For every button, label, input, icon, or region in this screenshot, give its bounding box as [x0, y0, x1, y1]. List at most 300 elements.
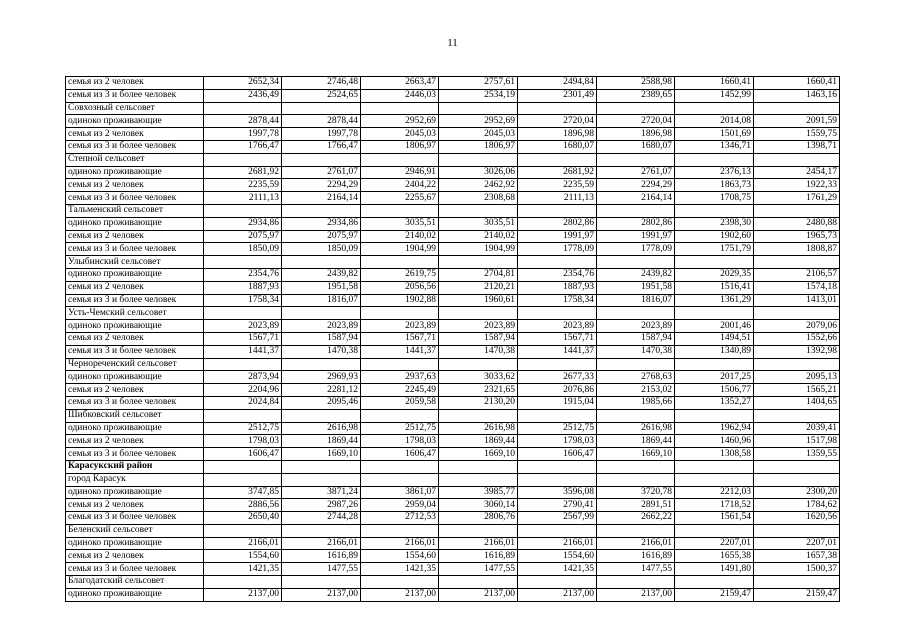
value-cell: 2512,75 — [361, 422, 439, 435]
table-row — [66, 268, 840, 281]
value-cell: 2137,00 — [282, 588, 361, 601]
value-cell: 1997,78 — [204, 128, 282, 141]
value-cell — [204, 358, 282, 371]
value-cell: 2164,14 — [282, 192, 361, 205]
table-row — [66, 140, 840, 153]
value-cell: 2166,01 — [439, 537, 518, 550]
value-cell: 2045,03 — [361, 128, 439, 141]
row-label: семья из 2 человек — [66, 550, 204, 563]
value-cell — [439, 153, 518, 166]
value-cell: 2164,14 — [597, 192, 675, 205]
value-cell: 1441,37 — [204, 345, 282, 358]
table-row — [66, 243, 840, 256]
value-cell: 2934,86 — [282, 217, 361, 230]
value-cell — [597, 307, 675, 320]
value-cell: 1491,80 — [675, 563, 754, 576]
value-cell: 2255,67 — [361, 192, 439, 205]
value-cell — [439, 256, 518, 269]
value-cell — [204, 524, 282, 537]
value-cell — [204, 102, 282, 115]
value-cell: 2023,89 — [282, 320, 361, 333]
value-cell: 2204,96 — [204, 384, 282, 397]
section-header-row — [66, 358, 840, 371]
value-cell: 1421,35 — [361, 563, 439, 576]
value-cell — [282, 524, 361, 537]
value-cell: 2076,86 — [518, 384, 597, 397]
row-label: семья из 2 человек — [66, 384, 204, 397]
value-cell — [518, 358, 597, 371]
value-cell: 2389,65 — [597, 89, 675, 102]
section-name: Совхозный сельсовет — [66, 102, 204, 115]
value-cell: 2166,01 — [204, 537, 282, 550]
value-cell: 1516,41 — [675, 281, 754, 294]
value-cell: 2761,07 — [282, 166, 361, 179]
value-cell — [675, 256, 754, 269]
value-cell: 1869,44 — [282, 435, 361, 448]
value-cell: 2494,84 — [518, 77, 597, 90]
value-cell: 2480,88 — [754, 217, 840, 230]
value-cell: 3035,51 — [439, 217, 518, 230]
value-cell: 1816,07 — [282, 294, 361, 307]
value-cell: 1758,34 — [204, 294, 282, 307]
value-cell: 1657,38 — [754, 550, 840, 563]
row-label: одиноко проживающие — [66, 486, 204, 499]
value-cell: 1669,10 — [439, 448, 518, 461]
value-cell: 2524,65 — [282, 89, 361, 102]
value-cell: 1798,03 — [361, 435, 439, 448]
row-label: одиноко проживающие — [66, 537, 204, 550]
value-cell — [597, 102, 675, 115]
value-cell: 2454,17 — [754, 166, 840, 179]
section-header-row — [66, 576, 840, 589]
value-cell: 1808,87 — [754, 243, 840, 256]
value-cell: 1346,71 — [675, 140, 754, 153]
value-cell: 1606,47 — [518, 448, 597, 461]
value-cell: 1340,89 — [675, 345, 754, 358]
table-row — [66, 448, 840, 461]
value-cell: 2619,75 — [361, 268, 439, 281]
value-cell: 1620,56 — [754, 512, 840, 525]
value-cell — [754, 460, 840, 473]
value-cell — [439, 524, 518, 537]
row-label: семья из 2 человек — [66, 435, 204, 448]
value-cell: 2952,69 — [439, 115, 518, 128]
table-row — [66, 588, 840, 601]
value-cell: 1863,73 — [675, 179, 754, 192]
value-cell: 1896,98 — [597, 128, 675, 141]
value-cell: 3596,08 — [518, 486, 597, 499]
section-header-row — [66, 204, 840, 217]
row-label: семья из 2 человек — [66, 332, 204, 345]
value-cell: 1766,47 — [282, 140, 361, 153]
table-row — [66, 371, 840, 384]
value-cell: 2075,97 — [282, 230, 361, 243]
value-cell — [282, 102, 361, 115]
value-cell: 1606,47 — [204, 448, 282, 461]
value-cell: 1441,37 — [518, 345, 597, 358]
value-cell — [754, 409, 840, 422]
value-cell: 1308,58 — [675, 448, 754, 461]
value-cell — [282, 307, 361, 320]
value-cell — [204, 256, 282, 269]
value-cell: 3720,78 — [597, 486, 675, 499]
value-cell: 2720,04 — [597, 115, 675, 128]
value-cell: 2354,76 — [518, 268, 597, 281]
value-cell — [361, 473, 439, 486]
row-label: одиноко проживающие — [66, 371, 204, 384]
value-cell: 1470,38 — [439, 345, 518, 358]
section-name: Беленский сельсовет — [66, 524, 204, 537]
value-cell: 2681,92 — [518, 166, 597, 179]
value-cell: 2681,92 — [204, 166, 282, 179]
value-cell: 1477,55 — [439, 563, 518, 576]
row-label: семья из 2 человек — [66, 281, 204, 294]
table-row — [66, 550, 840, 563]
value-cell: 2567,99 — [518, 512, 597, 525]
value-cell: 3871,24 — [282, 486, 361, 499]
value-cell: 2045,03 — [439, 128, 518, 141]
value-cell: 1869,44 — [439, 435, 518, 448]
value-cell: 1616,89 — [439, 550, 518, 563]
value-cell: 2436,49 — [204, 89, 282, 102]
value-cell — [518, 256, 597, 269]
value-cell — [361, 358, 439, 371]
value-cell: 2075,97 — [204, 230, 282, 243]
value-cell — [204, 576, 282, 589]
value-cell: 3060,14 — [439, 499, 518, 512]
value-cell: 1452,99 — [675, 89, 754, 102]
value-cell: 2376,13 — [675, 166, 754, 179]
value-cell: 1567,71 — [518, 332, 597, 345]
value-cell: 2616,98 — [282, 422, 361, 435]
value-cell: 1470,38 — [597, 345, 675, 358]
value-cell — [675, 102, 754, 115]
value-cell: 1669,10 — [282, 448, 361, 461]
value-cell: 1915,04 — [518, 396, 597, 409]
value-cell: 2462,92 — [439, 179, 518, 192]
value-cell: 2137,00 — [518, 588, 597, 601]
value-cell — [282, 576, 361, 589]
value-cell: 1616,89 — [597, 550, 675, 563]
row-label: семья из 3 и более человек — [66, 192, 204, 205]
tariff-table — [65, 76, 840, 602]
value-cell: 2321,65 — [439, 384, 518, 397]
row-label: одиноко проживающие — [66, 422, 204, 435]
value-cell: 3747,85 — [204, 486, 282, 499]
value-cell — [204, 307, 282, 320]
value-cell — [439, 409, 518, 422]
value-cell: 2294,29 — [282, 179, 361, 192]
value-cell: 1421,35 — [518, 563, 597, 576]
value-cell: 2137,00 — [597, 588, 675, 601]
value-cell: 2937,63 — [361, 371, 439, 384]
value-cell: 2662,22 — [597, 512, 675, 525]
section-header-row — [66, 153, 840, 166]
value-cell — [597, 576, 675, 589]
value-cell: 2987,26 — [282, 499, 361, 512]
value-cell: 2159,47 — [754, 588, 840, 601]
value-cell: 2878,44 — [204, 115, 282, 128]
value-cell: 1352,27 — [675, 396, 754, 409]
section-header-row — [66, 409, 840, 422]
value-cell: 2398,30 — [675, 217, 754, 230]
value-cell: 2111,13 — [518, 192, 597, 205]
value-cell: 2720,04 — [518, 115, 597, 128]
table-row — [66, 294, 840, 307]
value-cell: 1361,29 — [675, 294, 754, 307]
value-cell: 1850,09 — [282, 243, 361, 256]
value-cell: 1660,41 — [754, 77, 840, 90]
value-cell — [361, 524, 439, 537]
value-cell — [439, 358, 518, 371]
value-cell — [518, 409, 597, 422]
value-cell: 2024,84 — [204, 396, 282, 409]
value-cell: 1798,03 — [204, 435, 282, 448]
value-cell — [675, 524, 754, 537]
value-cell: 1655,38 — [675, 550, 754, 563]
row-label: одиноко проживающие — [66, 588, 204, 601]
value-cell: 1778,09 — [597, 243, 675, 256]
value-cell: 1574,18 — [754, 281, 840, 294]
value-cell: 2130,20 — [439, 396, 518, 409]
value-cell — [597, 409, 675, 422]
row-label: одиноко проживающие — [66, 115, 204, 128]
table-row — [66, 230, 840, 243]
value-cell: 2159,47 — [675, 588, 754, 601]
value-cell: 2079,06 — [754, 320, 840, 333]
value-cell: 2091,59 — [754, 115, 840, 128]
value-cell: 2059,58 — [361, 396, 439, 409]
value-cell: 2235,59 — [518, 179, 597, 192]
value-cell: 2878,44 — [282, 115, 361, 128]
value-cell: 2308,68 — [439, 192, 518, 205]
value-cell: 2120,21 — [439, 281, 518, 294]
value-cell — [675, 307, 754, 320]
value-cell: 2891,51 — [597, 499, 675, 512]
section-header-row — [66, 256, 840, 269]
row-label: семья из 2 человек — [66, 77, 204, 90]
value-cell — [675, 153, 754, 166]
value-cell: 2017,25 — [675, 371, 754, 384]
value-cell: 1587,94 — [597, 332, 675, 345]
value-cell — [439, 473, 518, 486]
value-cell — [204, 153, 282, 166]
table-row — [66, 563, 840, 576]
value-cell: 2886,56 — [204, 499, 282, 512]
value-cell — [439, 307, 518, 320]
value-cell: 1985,66 — [597, 396, 675, 409]
section-header-row — [66, 524, 840, 537]
value-cell: 2235,59 — [204, 179, 282, 192]
value-cell: 1606,47 — [361, 448, 439, 461]
value-cell: 1869,44 — [597, 435, 675, 448]
table-row — [66, 512, 840, 525]
value-cell: 1766,47 — [204, 140, 282, 153]
table-row — [66, 128, 840, 141]
value-cell: 1441,37 — [361, 345, 439, 358]
value-cell: 2806,76 — [439, 512, 518, 525]
value-cell: 2768,63 — [597, 371, 675, 384]
value-cell: 2934,86 — [204, 217, 282, 230]
value-cell: 2137,00 — [439, 588, 518, 601]
value-cell: 1413,01 — [754, 294, 840, 307]
section-name: Улыбинский сельсовет — [66, 256, 204, 269]
value-cell — [361, 102, 439, 115]
district-name: Карасукский район — [66, 460, 204, 473]
row-label: семья из 3 и более человек — [66, 563, 204, 576]
row-label: семья из 3 и более человек — [66, 512, 204, 525]
row-label: одиноко проживающие — [66, 217, 204, 230]
value-cell — [518, 307, 597, 320]
value-cell — [597, 153, 675, 166]
row-label: семья из 3 и более человек — [66, 89, 204, 102]
value-cell: 2023,89 — [597, 320, 675, 333]
value-cell — [361, 460, 439, 473]
value-cell: 1784,62 — [754, 499, 840, 512]
value-cell — [754, 358, 840, 371]
value-cell: 2588,98 — [597, 77, 675, 90]
value-cell: 2166,01 — [361, 537, 439, 550]
value-cell — [754, 307, 840, 320]
value-cell: 3985,77 — [439, 486, 518, 499]
value-cell: 1798,03 — [518, 435, 597, 448]
value-cell: 2650,40 — [204, 512, 282, 525]
table-row — [66, 345, 840, 358]
value-cell: 2166,01 — [597, 537, 675, 550]
value-cell: 2712,53 — [361, 512, 439, 525]
table-row — [66, 179, 840, 192]
value-cell: 2039,41 — [754, 422, 840, 435]
value-cell: 2245,49 — [361, 384, 439, 397]
section-name: Шибковский сельсовет — [66, 409, 204, 422]
value-cell: 1517,98 — [754, 435, 840, 448]
value-cell — [518, 102, 597, 115]
table-row — [66, 422, 840, 435]
value-cell: 2001,46 — [675, 320, 754, 333]
value-cell: 2111,13 — [204, 192, 282, 205]
row-label: семья из 2 человек — [66, 128, 204, 141]
value-cell: 1494,51 — [675, 332, 754, 345]
value-cell — [597, 524, 675, 537]
value-cell: 2439,82 — [282, 268, 361, 281]
row-label: семья из 3 и более человек — [66, 294, 204, 307]
value-cell: 1565,21 — [754, 384, 840, 397]
value-cell: 2802,86 — [597, 217, 675, 230]
value-cell: 2137,00 — [204, 588, 282, 601]
value-cell — [597, 473, 675, 486]
row-label: семья из 3 и более человек — [66, 448, 204, 461]
row-label: семья из 3 и более человек — [66, 243, 204, 256]
section-name: Степной сельсовет — [66, 153, 204, 166]
value-cell: 3033,62 — [439, 371, 518, 384]
value-cell: 1587,94 — [282, 332, 361, 345]
table-row — [66, 435, 840, 448]
value-cell: 1669,10 — [597, 448, 675, 461]
value-cell: 2790,41 — [518, 499, 597, 512]
value-cell: 2616,98 — [439, 422, 518, 435]
value-cell — [204, 460, 282, 473]
value-cell: 2281,12 — [282, 384, 361, 397]
value-cell — [518, 153, 597, 166]
table-row — [66, 281, 840, 294]
value-cell: 1997,78 — [282, 128, 361, 141]
value-cell — [204, 204, 282, 217]
row-label: семья из 2 человек — [66, 499, 204, 512]
value-cell: 2512,75 — [204, 422, 282, 435]
value-cell: 1896,98 — [518, 128, 597, 141]
table-row — [66, 499, 840, 512]
value-cell: 2354,76 — [204, 268, 282, 281]
value-cell: 2761,07 — [597, 166, 675, 179]
value-cell — [675, 358, 754, 371]
value-cell — [439, 576, 518, 589]
value-cell: 1904,99 — [439, 243, 518, 256]
value-cell — [439, 460, 518, 473]
value-cell — [204, 409, 282, 422]
value-cell: 2663,47 — [361, 77, 439, 90]
table-row — [66, 486, 840, 499]
value-cell: 1506,77 — [675, 384, 754, 397]
value-cell: 1552,66 — [754, 332, 840, 345]
table-row — [66, 320, 840, 333]
value-cell: 2137,00 — [361, 588, 439, 601]
value-cell — [518, 576, 597, 589]
value-cell — [282, 256, 361, 269]
value-cell — [597, 256, 675, 269]
value-cell — [282, 409, 361, 422]
row-label: семья из 3 и более человек — [66, 140, 204, 153]
value-cell: 1567,71 — [204, 332, 282, 345]
value-cell — [754, 153, 840, 166]
value-cell: 1960,61 — [439, 294, 518, 307]
value-cell: 2140,02 — [361, 230, 439, 243]
value-cell — [518, 460, 597, 473]
value-cell: 2746,48 — [282, 77, 361, 90]
value-cell: 1501,69 — [675, 128, 754, 141]
value-cell: 1718,52 — [675, 499, 754, 512]
table-body — [66, 77, 840, 602]
value-cell: 2056,56 — [361, 281, 439, 294]
value-cell: 1587,94 — [439, 332, 518, 345]
section-name: город Карасук — [66, 473, 204, 486]
value-cell: 1660,41 — [675, 77, 754, 90]
table-row — [66, 217, 840, 230]
value-cell: 2946,91 — [361, 166, 439, 179]
table-row — [66, 396, 840, 409]
value-cell: 2677,33 — [518, 371, 597, 384]
row-label: семья из 3 и более человек — [66, 396, 204, 409]
value-cell — [282, 460, 361, 473]
value-cell — [754, 204, 840, 217]
value-cell: 1922,33 — [754, 179, 840, 192]
value-cell: 2704,81 — [439, 268, 518, 281]
value-cell — [675, 204, 754, 217]
value-cell: 1708,75 — [675, 192, 754, 205]
value-cell — [754, 473, 840, 486]
value-cell: 1761,29 — [754, 192, 840, 205]
value-cell — [361, 409, 439, 422]
value-cell — [361, 204, 439, 217]
value-cell — [518, 524, 597, 537]
table-row — [66, 332, 840, 345]
value-cell: 1554,60 — [361, 550, 439, 563]
value-cell: 2757,61 — [439, 77, 518, 90]
value-cell: 1991,97 — [597, 230, 675, 243]
value-cell — [439, 204, 518, 217]
table-row — [66, 537, 840, 550]
value-cell: 1965,73 — [754, 230, 840, 243]
row-label: одиноко проживающие — [66, 320, 204, 333]
